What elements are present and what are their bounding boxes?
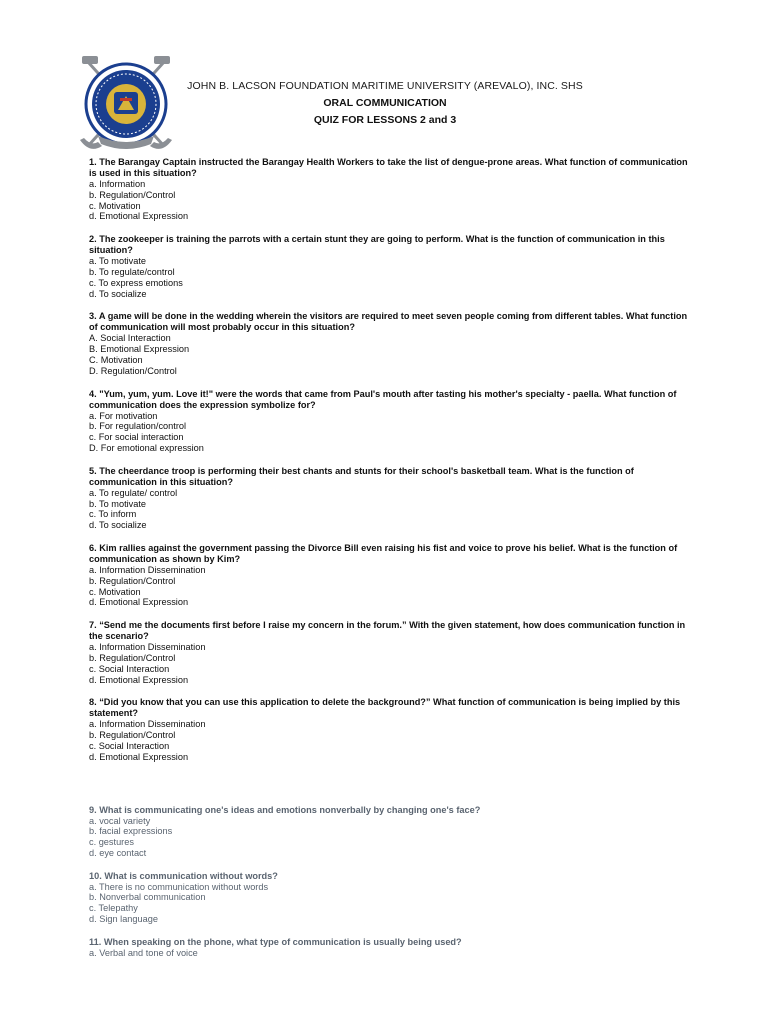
answer-option: a. Verbal and tone of voice [89, 947, 198, 958]
question-stem: 7. “Send me the documents first before I raise my concern in the forum.” With the given statement, how does communication function in the scenario? [89, 620, 686, 642]
question-10 [89, 871, 689, 925]
answer-option: a. Information Dissemination [89, 719, 206, 730]
answer-option: c. Social Interaction [89, 740, 170, 751]
question-list [89, 157, 689, 971]
answer-option: a. vocal variety [89, 815, 151, 826]
answer-option: b. To motivate [89, 498, 147, 509]
answer-option: A. Social Interaction [89, 333, 171, 344]
answer-option: d. To socialize [89, 520, 147, 531]
answer-option: D. Regulation/Control [89, 365, 177, 376]
answer-option: b. facial expressions [89, 826, 173, 837]
answer-option: c. To express emotions [89, 277, 183, 288]
question-1 [89, 157, 689, 222]
answer-option: a. Information Dissemination [89, 564, 206, 575]
question-7 [89, 620, 689, 685]
answer-option: B. Emotional Expression [89, 344, 190, 355]
question-11 [89, 937, 689, 959]
answer-option: c. Motivation [89, 200, 141, 211]
question-5 [89, 466, 689, 531]
answer-option: c. To inform [89, 509, 137, 520]
question-9 [89, 805, 689, 859]
answer-option: c. Motivation [89, 586, 141, 597]
answer-option: a. To motivate [89, 256, 147, 267]
question-stem: 3. A game will be done in the wedding wherein the visitors are required to meet seven people coming from different tables. What function of communication will most probably occur in this situation? [89, 311, 688, 333]
question-stem: 2. The zookeeper is training the parrots with a certain stunt they are going to perform. What is the function of communication in this situation? [89, 234, 665, 256]
answer-option: c. For social interaction [89, 432, 184, 443]
answer-option: C. Motivation [89, 354, 143, 365]
school-name: JOHN B. LACSON FOUNDATION MARITIME UNIVERSITY (AREVALO), INC. SHS [187, 80, 583, 92]
question-stem: 4. "Yum, yum, yum. Love it!" were the words that came from Paul's mouth after tasting his mother's specialty - paella. What function of communication does the expression symbolize for? [89, 388, 677, 410]
answer-option: a. There is no communication without words [89, 881, 269, 892]
question-stem: 8. “Did you know that you can use this application to delete the background?” What function of communication is being implied by this statement? [89, 697, 681, 719]
question-stem: 1. The Barangay Captain instructed the Barangay Health Workers to take the list of dengue-prone areas. What function of communication is used in this situation? [89, 157, 688, 178]
answer-option: b. Regulation/Control [89, 652, 176, 663]
answer-option: a. To regulate/ control [89, 487, 178, 498]
answer-option: d. Emotional Expression [89, 751, 189, 762]
answer-option: d. Emotional Expression [89, 211, 189, 222]
answer-option: a. Information Dissemination [89, 642, 206, 653]
quiz-title: QUIZ FOR LESSONS 2 and 3 [313, 114, 457, 126]
section-spacer [89, 775, 689, 805]
question-stem: 10. What is communication without words? [89, 870, 278, 881]
question-8 [89, 697, 689, 762]
answer-option: d. Emotional Expression [89, 674, 189, 685]
answer-option: c. gestures [89, 837, 134, 848]
question-stem: 9. What is communicating one's ideas and emotions nonverbally by changing one's face? [89, 804, 481, 815]
question-6 [89, 543, 689, 608]
answer-option: b. For regulation/control [89, 421, 187, 432]
answer-option: a. For motivation [89, 410, 158, 421]
answer-option: b. Regulation/Control [89, 575, 176, 586]
answer-option: b. Nonverbal communication [89, 892, 206, 903]
question-4 [89, 389, 689, 454]
question-stem: 5. The cheerdance troop is performing their best chants and stunts for their school's basketball team. What is the function of communication in this situation? [89, 465, 634, 487]
answer-option: b. Regulation/Control [89, 189, 176, 200]
question-2 [89, 234, 689, 299]
answer-option: c. Social Interaction [89, 663, 170, 674]
question-3 [89, 311, 689, 376]
question-stem: 11. When speaking on the phone, what type of communication is usually being used? [89, 936, 462, 947]
document-header [160, 80, 610, 126]
answer-option: d. Sign language [89, 914, 158, 925]
subject-title: ORAL COMMUNICATION [323, 97, 447, 109]
answer-option: a. Information [89, 179, 146, 189]
answer-option: d. eye contact [89, 847, 147, 858]
answer-option: b. To regulate/control [89, 266, 175, 277]
answer-option: D. For emotional expression [89, 442, 204, 453]
answer-option: c. Telepathy [89, 903, 138, 914]
answer-option: d. To socialize [89, 288, 147, 299]
question-stem: 6. Kim rallies against the government passing the Divorce Bill even raising his fist and voice to prove his belief. What is the function of communication as shown by Kim? [89, 542, 678, 564]
answer-option: b. Regulation/Control [89, 730, 176, 741]
answer-option: d. Emotional Expression [89, 597, 189, 608]
